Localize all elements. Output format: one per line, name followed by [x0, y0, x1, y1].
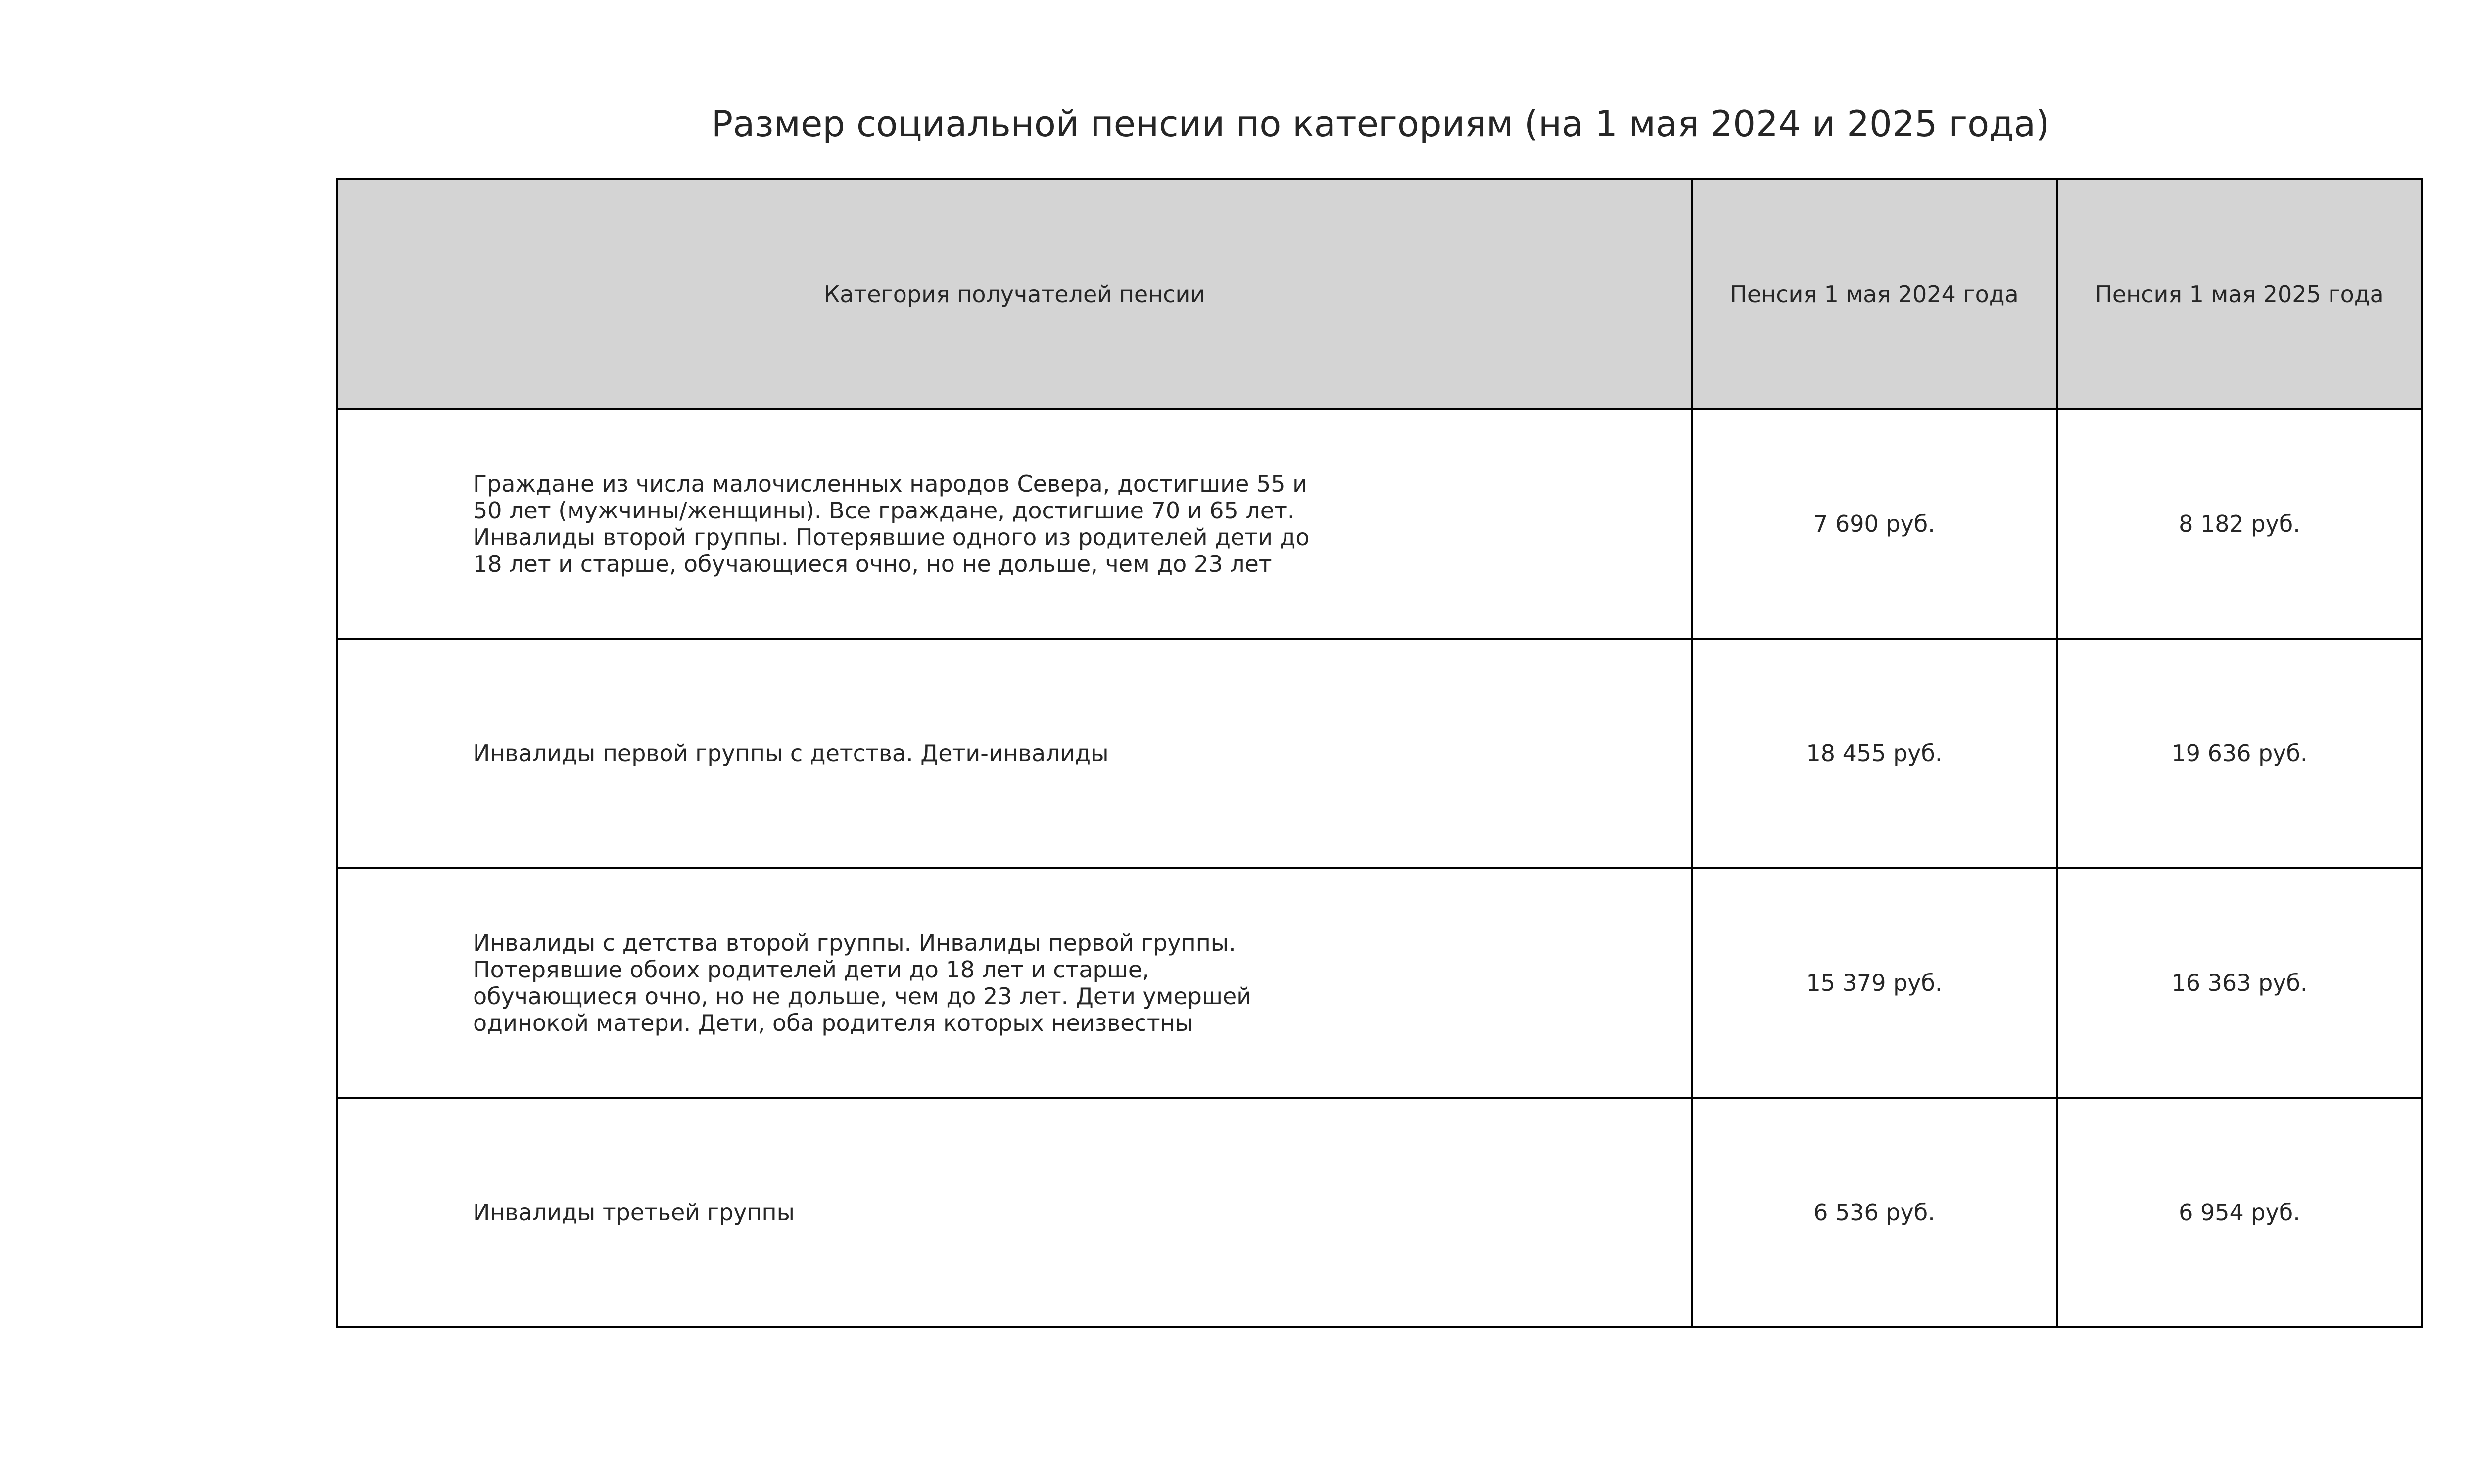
chart-title: Размер социальной пенсии по категориям (на 1 мая 2024 и 2025 года) — [711, 103, 2050, 144]
pension-2024-cell: 18 455 руб. — [1692, 639, 2057, 868]
table-row — [337, 1098, 2422, 1327]
category-text: Граждане из числа малочисленных народов Севера, достигшие 55 и 50 лет (мужчины/женщины). Все граждане, достигшие 70 и 65 лет. Инвалиды второй группы. Потерявшие одного из родителей дети до 18 лет и старше, обучающиеся очно, но не дольше, чем до 23 лет — [473, 470, 1310, 577]
pension-2025-cell: 8 182 руб. — [2057, 409, 2422, 639]
column-header-category: Категория получателей пенсии — [337, 179, 1692, 409]
category-cell — [337, 868, 1692, 1098]
category-cell — [337, 639, 1692, 868]
category-cell — [337, 1098, 1692, 1327]
column-header-pension-2025: Пенсия 1 мая 2025 года — [2057, 179, 2422, 409]
pension-table — [336, 178, 2423, 1328]
table-header-row — [337, 179, 2422, 409]
column-header-pension-2024: Пенсия 1 мая 2024 года — [1692, 179, 2057, 409]
pension-2025-cell: 16 363 руб. — [2057, 868, 2422, 1098]
table-row — [337, 639, 2422, 868]
category-text: Инвалиды с детства второй группы. Инвалиды первой группы. Потерявшие обоих родителей дети до 18 лет и старше, обучающиеся очно, но не дольше, чем до 23 лет. Дети умершей одинокой матери. Дети, оба родителя которых неизвестны — [473, 929, 1252, 1036]
table-row — [337, 409, 2422, 639]
pension-table-container — [336, 178, 2421, 1328]
pension-2024-cell: 15 379 руб. — [1692, 868, 2057, 1098]
category-text: Инвалиды первой группы с детства. Дети-инвалиды — [473, 740, 1109, 767]
table-row — [337, 868, 2422, 1098]
pension-2025-cell: 6 954 руб. — [2057, 1098, 2422, 1327]
pension-2025-cell: 19 636 руб. — [2057, 639, 2422, 868]
pension-2024-cell: 7 690 руб. — [1692, 409, 2057, 639]
pension-2024-cell: 6 536 руб. — [1692, 1098, 2057, 1327]
category-text: Инвалиды третьей группы — [473, 1199, 795, 1226]
category-cell — [337, 409, 1692, 639]
